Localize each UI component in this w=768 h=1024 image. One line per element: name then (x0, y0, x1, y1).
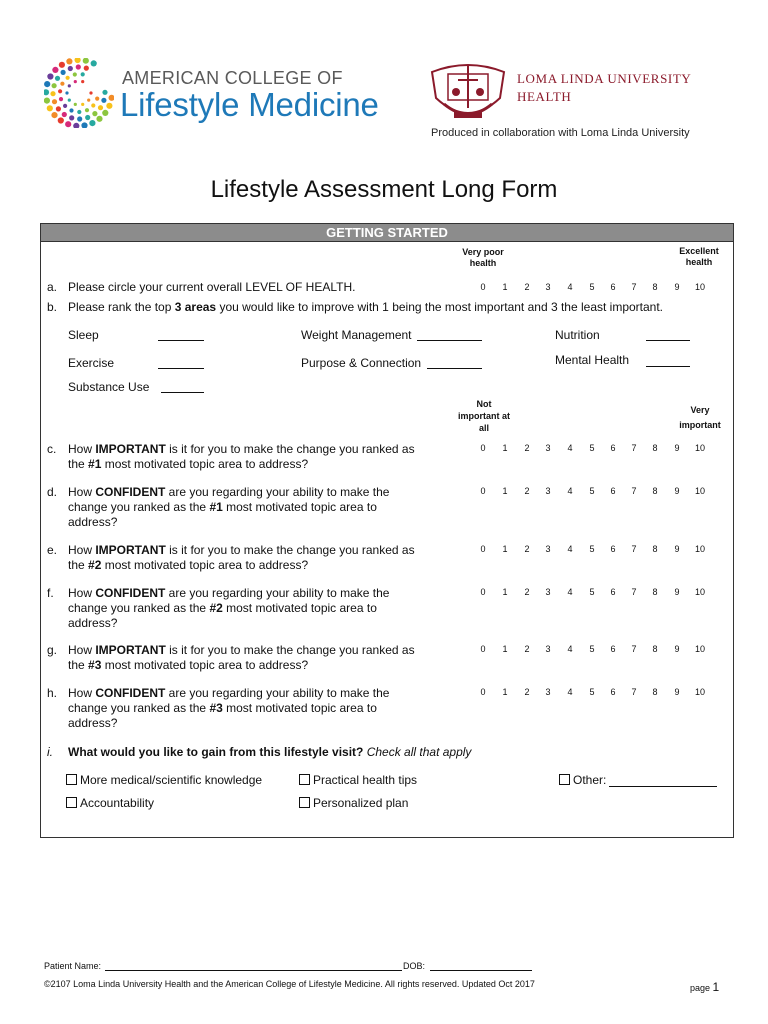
acl-logo-icon (44, 58, 114, 128)
checkbox-icon[interactable] (66, 774, 77, 785)
logo-dot (91, 103, 95, 107)
logo-dot (65, 121, 71, 127)
section-header: GETTING STARTED (41, 224, 733, 242)
rating-scale-option[interactable]: 6 (610, 544, 616, 554)
rating-scale-option[interactable]: 5 (589, 486, 595, 496)
area-purpose-field[interactable] (427, 368, 482, 369)
logo-dot (81, 122, 87, 128)
logo-dot (47, 105, 53, 111)
rating-scale-option[interactable]: 4 (567, 644, 573, 654)
rating-scale-option[interactable]: 1 (502, 644, 508, 654)
logo-dot (55, 76, 60, 81)
logo-dot (75, 58, 81, 63)
area-weight-field[interactable] (417, 340, 482, 341)
rating-scale-option[interactable]: 9 (674, 544, 680, 554)
area-exercise-field[interactable] (158, 368, 204, 369)
health-scale-option[interactable]: 9 (674, 282, 680, 292)
question-text: How IMPORTANT is it for you to make the change you ranked as the #2 most motivated topic area to address? (68, 543, 415, 572)
rating-scale-option[interactable]: 6 (610, 587, 616, 597)
logo-dot (73, 72, 77, 76)
page-number: page 1 (690, 980, 720, 994)
question-letter: g. (47, 643, 58, 657)
rating-scale-option[interactable]: 9 (674, 443, 680, 453)
area-mental-label: Mental Health (555, 353, 630, 367)
scale2-low-label: Not important at all (457, 399, 510, 433)
rating-scale-option[interactable]: 9 (674, 486, 680, 496)
checkbox-accountability[interactable]: Accountability (66, 796, 154, 811)
rating-scale-option[interactable]: 9 (674, 644, 680, 654)
logo-dot (92, 111, 97, 116)
rating-scale-option[interactable]: 1 (502, 443, 508, 453)
area-substance-label: Substance Use (68, 380, 150, 394)
logo-dot (61, 70, 66, 75)
logo-dot (56, 106, 61, 111)
logo-dot (59, 62, 65, 68)
rating-scale-option[interactable]: 5 (589, 544, 595, 554)
scale2-high-label: Very important (679, 405, 721, 430)
logo-dot (52, 67, 58, 73)
rating-scale-option[interactable]: 0 (480, 544, 486, 554)
question-letter: h. (47, 686, 58, 700)
question-letter: f. (47, 586, 54, 600)
rating-scale-option[interactable]: 3 (545, 587, 551, 597)
checkbox-icon[interactable] (299, 797, 310, 808)
logo-dot (77, 110, 81, 114)
logo-dot (69, 108, 73, 112)
rating-scale-option[interactable]: 2 (524, 687, 530, 697)
health-scale-option[interactable]: 1 (502, 282, 508, 292)
rating-scale-option[interactable]: 10 (694, 544, 705, 554)
rating-scale-option[interactable]: 7 (631, 644, 637, 654)
logo-dot (63, 104, 67, 108)
q-b-letter: b. (47, 300, 58, 314)
question-text: How IMPORTANT is it for you to make the change you ranked as the #3 most motivated topic area to address? (68, 643, 415, 672)
logo-dot (73, 123, 79, 128)
logo-dot (95, 97, 99, 101)
llu-name-line2: HEALTH (517, 89, 572, 104)
logo-dot (85, 108, 89, 112)
rating-scale-option[interactable]: 5 (589, 587, 595, 597)
checkbox-other[interactable]: Other: (559, 773, 606, 788)
patient-name-field[interactable] (105, 970, 402, 971)
scale-high-label: Excellent health (679, 246, 719, 267)
area-nutrition-field[interactable] (646, 340, 690, 341)
logo-dot (76, 64, 81, 69)
logo-dot (44, 81, 50, 87)
checkbox-icon[interactable] (559, 774, 570, 785)
rating-scale-option[interactable]: 2 (524, 587, 530, 597)
question-letter: d. (47, 485, 58, 499)
other-field[interactable] (609, 786, 717, 787)
rating-scale-option[interactable]: 10 (694, 687, 705, 697)
rating-scale-option[interactable]: 8 (652, 443, 658, 453)
llu-name-line1: LOMA LINDA UNIVERSITY (517, 71, 692, 86)
rating-scale-option[interactable]: 0 (480, 687, 486, 697)
rating-scale-option[interactable]: 8 (652, 687, 658, 697)
rating-scale-option[interactable]: 3 (545, 687, 551, 697)
rating-scale-option[interactable]: 7 (631, 486, 637, 496)
rating-scale-option[interactable]: 4 (567, 486, 573, 496)
logo-dot (66, 76, 70, 80)
question-text: How CONFIDENT are you regarding your ability to make the change you ranked as the #2 most motivated topic area to address? (68, 586, 390, 630)
q-i-text: What would you like to gain from this lifestyle visit? Check all that apply (68, 745, 472, 759)
logo-dot (66, 58, 72, 64)
rating-scale-option[interactable]: 4 (567, 443, 573, 453)
rating-scale-option[interactable]: 6 (610, 443, 616, 453)
rating-scale-option[interactable]: 2 (524, 486, 530, 496)
rating-scale-option[interactable]: 3 (545, 544, 551, 554)
logo-dot (109, 95, 115, 101)
logo-dot (81, 80, 84, 83)
logo-dot (89, 120, 95, 126)
checkbox-practical[interactable]: Practical health tips (299, 773, 417, 788)
logo-dot (69, 115, 74, 120)
rating-scale-option[interactable]: 10 (694, 486, 705, 496)
rating-scale-option[interactable]: 3 (545, 443, 551, 453)
rating-scale-option[interactable]: 1 (502, 486, 508, 496)
logo-dot (85, 115, 90, 120)
area-purpose-label: Purpose & Connection (301, 356, 422, 370)
dob-field[interactable] (430, 970, 532, 971)
llu-seal-icon (428, 58, 508, 126)
q-a-letter: a. (47, 280, 58, 294)
dob-label: DOB: (403, 961, 426, 971)
logo-dot (81, 72, 85, 76)
question-text: How IMPORTANT is it for you to make the change you ranked as the #1 most motivated topic area to address? (68, 442, 415, 471)
health-scale-option[interactable]: 8 (652, 282, 658, 292)
logo-dot (101, 98, 106, 103)
question-letter: e. (47, 543, 58, 557)
rating-scale-option[interactable]: 2 (524, 443, 530, 453)
health-scale-option[interactable]: 5 (589, 282, 595, 292)
rating-scale-option[interactable]: 0 (480, 443, 486, 453)
logo-dot (74, 103, 77, 106)
logo-dot (59, 97, 63, 101)
rating-scale-option[interactable]: 10 (694, 644, 705, 654)
health-scale-option[interactable]: 2 (524, 282, 530, 292)
rating-scale-option[interactable]: 9 (674, 587, 680, 597)
copyright-text: ©2107 Loma Linda University Health and the American College of Lifestyle Medicine. All rights reserved. Updated Oct 2017 (44, 979, 535, 989)
logo-dot (106, 103, 112, 109)
rating-scale-option[interactable]: 6 (610, 687, 616, 697)
rating-scale-option[interactable]: 0 (480, 587, 486, 597)
rating-scale-option[interactable]: 8 (652, 644, 658, 654)
acl-name-line1: AMERICAN COLLEGE OF (122, 68, 343, 88)
health-scale-option[interactable]: 4 (567, 282, 573, 292)
rating-scale-option[interactable]: 6 (610, 486, 616, 496)
rating-scale-option[interactable]: 8 (652, 544, 658, 554)
logo-dot (47, 73, 53, 79)
logo-dot (65, 91, 68, 94)
rating-scale-option[interactable]: 8 (652, 486, 658, 496)
logo-dot (102, 110, 108, 116)
health-scale-option[interactable]: 0 (480, 282, 486, 292)
logo-dot (62, 112, 67, 117)
rating-scale-option[interactable]: 7 (631, 587, 637, 597)
acl-name-line2: Lifestyle Medicine (120, 86, 379, 123)
health-scale-option[interactable]: 7 (631, 282, 637, 292)
rating-scale-option[interactable]: 7 (631, 544, 637, 554)
rating-scale-option[interactable]: 1 (502, 544, 508, 554)
logo-dot (74, 80, 77, 83)
logo-dot (50, 91, 55, 96)
checkbox-icon[interactable] (66, 797, 77, 808)
health-scale-option[interactable]: 6 (610, 282, 616, 292)
rating-scale-option[interactable]: 5 (589, 644, 595, 654)
question-text: How CONFIDENT are you regarding your ability to make the change you ranked as the #3 most motivated topic area to address? (68, 686, 390, 730)
logo-dot (68, 84, 71, 87)
rating-scale-option[interactable]: 9 (674, 687, 680, 697)
logo-dot (51, 112, 57, 118)
rating-scale-option[interactable]: 5 (589, 687, 595, 697)
area-substance-field[interactable] (161, 392, 204, 393)
logo-dot (58, 117, 64, 123)
logo-dot (98, 105, 103, 110)
scale-low-label: Very poor health (462, 247, 504, 268)
area-nutrition-label: Nutrition (555, 328, 600, 342)
rating-scale-option[interactable]: 0 (480, 486, 486, 496)
rating-scale-option[interactable]: 1 (502, 587, 508, 597)
checkbox-icon[interactable] (299, 774, 310, 785)
logo-dot (68, 99, 71, 102)
rating-scale-option[interactable]: 4 (567, 687, 573, 697)
area-sleep-label: Sleep (68, 328, 99, 342)
q-i-letter: i. (47, 745, 53, 759)
rating-scale-option[interactable]: 2 (524, 644, 530, 654)
rating-scale-option[interactable]: 8 (652, 587, 658, 597)
logo-dot (89, 91, 92, 94)
rating-scale-option[interactable]: 2 (524, 544, 530, 554)
rating-scale-option[interactable]: 6 (610, 644, 616, 654)
rating-scale-option[interactable]: 7 (631, 443, 637, 453)
collaboration-note: Produced in collaboration with Loma Linda University (431, 127, 690, 139)
logo-dot (96, 116, 102, 122)
rating-scale-option[interactable]: 4 (567, 587, 573, 597)
rating-scale-option[interactable]: 0 (480, 644, 486, 654)
logo-dot (44, 98, 50, 104)
logo-dot (52, 99, 57, 104)
rating-scale-option[interactable]: 10 (694, 443, 705, 453)
rating-scale-option[interactable]: 5 (589, 443, 595, 453)
rating-scale-option[interactable]: 3 (545, 486, 551, 496)
q-b-text: Please rank the top 3 areas you would like to improve with 1 being the most important and 3 the least important. (68, 300, 664, 314)
logo-dot (44, 89, 49, 95)
area-exercise-label: Exercise (68, 356, 115, 370)
q-a-text: Please circle your current overall LEVEL OF HEALTH. (68, 280, 356, 294)
rating-scale-option[interactable]: 1 (502, 687, 508, 697)
checkbox-medical[interactable]: More medical/scientific knowledge (66, 773, 262, 788)
logo-dot (102, 90, 107, 95)
logo-dot (52, 83, 57, 88)
rating-scale-option[interactable]: 7 (631, 687, 637, 697)
logo-dot (58, 89, 62, 93)
form-title: Lifestyle Assessment Long Form (210, 176, 558, 203)
rating-scale-option[interactable]: 4 (567, 544, 573, 554)
patient-name-label: Patient Name: (44, 961, 102, 971)
logo-dot (77, 116, 82, 121)
area-sleep-field[interactable] (158, 340, 204, 341)
logo-dot (84, 66, 89, 71)
rating-scale-option[interactable]: 3 (545, 644, 551, 654)
health-scale-option[interactable]: 10 (694, 282, 705, 292)
area-weight-label: Weight Management (301, 328, 412, 342)
question-text: How CONFIDENT are you regarding your ability to make the change you ranked as the #1 most motivated topic area to address? (68, 485, 390, 529)
logo-dot (91, 60, 97, 66)
logo-dot (81, 103, 84, 106)
logo-dot (68, 66, 73, 71)
checkbox-personalized[interactable]: Personalized plan (299, 796, 408, 811)
logo-dot (87, 99, 90, 102)
health-scale-option[interactable]: 3 (545, 282, 551, 292)
rating-scale-option[interactable]: 10 (694, 587, 705, 597)
area-mental-field[interactable] (646, 366, 690, 367)
question-letter: c. (47, 442, 57, 456)
logo-dot (83, 58, 89, 64)
logo-dot (60, 82, 64, 86)
